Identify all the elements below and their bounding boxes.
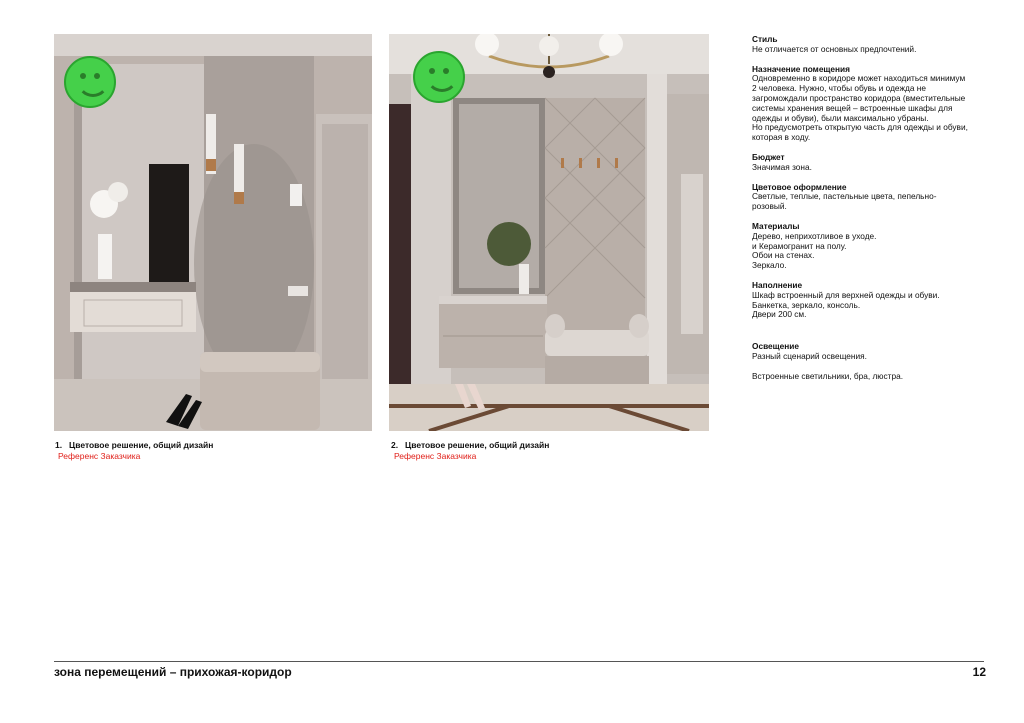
section-line: системы хранения вещей – встроенные шкафы для (752, 102, 953, 113)
image-caption-1 (55, 440, 213, 462)
section-line: Дерево, неприхотливое в уходе. (752, 230, 877, 241)
section-materials (752, 222, 982, 271)
section-heading: Назначение помещения (752, 63, 851, 74)
section-line: 2 человека. Нужно, чтобы обувь и одежда не (752, 83, 926, 94)
caption-title: Цветовое решение, общий дизайн (405, 440, 550, 450)
caption-reference: Референс Заказчика (394, 451, 477, 461)
section-colors (752, 183, 982, 212)
hallway-photo-2 (389, 34, 709, 431)
hallway-photo-1 (54, 34, 372, 431)
caption-title: Цветовое решение, общий дизайн (69, 440, 214, 450)
section-line: Одновременно в коридоре может находиться минимум (752, 73, 966, 84)
caption-number: 1. (55, 440, 63, 450)
section-line: и Керамогранит на полу. (752, 240, 847, 251)
section-line: Не отличается от основных предпочтений. (752, 43, 917, 54)
image-caption-2 (391, 440, 549, 462)
section-line: Светлые, теплые, пастельные цвета, пепельно- (752, 191, 937, 202)
section-budget (752, 153, 982, 173)
section-style (752, 35, 982, 55)
section-line: Но предусмотреть открытую часть для одежды и обуви, (752, 122, 968, 133)
section-heading: Стиль (752, 34, 778, 44)
section-heading: Бюджет (752, 151, 785, 162)
requirements-description (752, 35, 982, 391)
section-line: розовый. (752, 201, 787, 212)
section-line: Встроенные светильники, бра, люстра. (752, 370, 904, 381)
section-line: Двери 200 см. (752, 309, 807, 320)
section-heading: Материалы (752, 220, 800, 231)
smiley-face-icon (64, 56, 116, 108)
section-line: Зеркало. (752, 260, 787, 271)
caption-reference: Референс Заказчика (58, 451, 141, 461)
smiley-face-icon (413, 51, 465, 103)
caption-number: 2. (391, 440, 399, 450)
section-line: Значимая зона. (752, 161, 812, 172)
section-line: одежды и обуви), были максимально убраны. (752, 112, 929, 123)
footer-divider (54, 661, 984, 662)
section-heading: Освещение (752, 341, 800, 352)
section-line: Шкаф встроенный для верхней одежды и обуви. (752, 289, 940, 300)
section-purpose (752, 65, 982, 143)
section-line: загромождали пространство коридора (вместительные (752, 92, 966, 103)
section-contents (752, 281, 982, 320)
section-line: Банкетка, зеркало, консоль. (752, 299, 861, 310)
section-line: которая в ходу. (752, 132, 811, 143)
footer-title: зона перемещений – прихожая-коридор (54, 665, 292, 679)
page-number: 12 (972, 665, 986, 679)
section-heading: Цветовое оформление (752, 181, 847, 192)
section-lighting (752, 342, 982, 381)
section-line: Обои на стенах. (752, 250, 815, 261)
section-line: Разный сценарий освещения. (752, 350, 867, 361)
section-heading: Наполнение (752, 279, 803, 290)
